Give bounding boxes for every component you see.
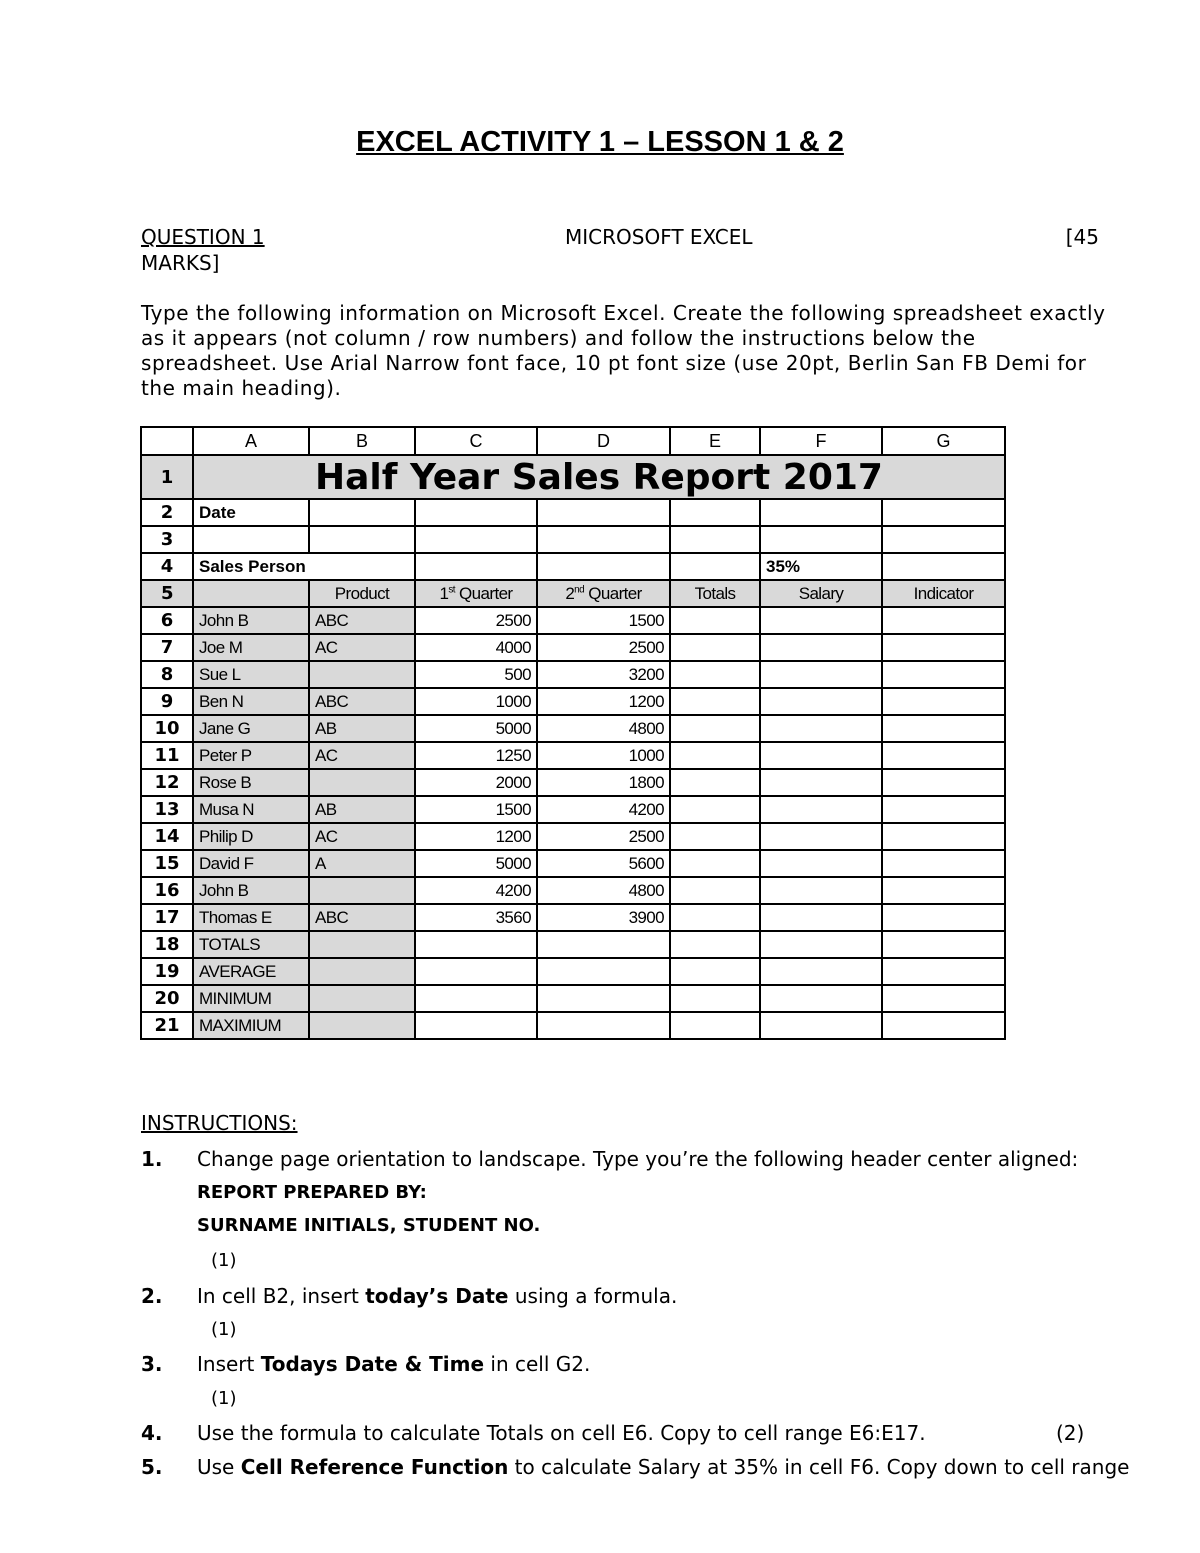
- product-cell: AC: [309, 823, 415, 850]
- instruction-number: 1.: [141, 1147, 163, 1171]
- summary-label: MINIMUM: [193, 985, 309, 1012]
- cell: [537, 526, 670, 553]
- cell: [415, 553, 537, 580]
- salary-header: Salary: [760, 580, 882, 607]
- cell: [415, 526, 537, 553]
- sales-person-name: Sue L: [193, 661, 309, 688]
- q2-value: 2500: [537, 634, 670, 661]
- cell: [537, 1012, 670, 1039]
- totals-cell: [670, 904, 760, 931]
- row-number: 12: [141, 769, 193, 796]
- product-cell: [309, 769, 415, 796]
- cell: [882, 985, 1005, 1012]
- q1-value: 1500: [415, 796, 537, 823]
- cell: [670, 985, 760, 1012]
- column-header: D: [537, 427, 670, 455]
- q2-header: 2nd Quarter: [537, 580, 670, 607]
- q2-value: 4200: [537, 796, 670, 823]
- header-line-2: SURNAME INITIALS, STUDENT NO.: [197, 1215, 541, 1236]
- summary-label: AVERAGE: [193, 958, 309, 985]
- product-header: Product: [309, 580, 415, 607]
- sales-person-name: Ben N: [193, 688, 309, 715]
- table-row: [141, 904, 1005, 931]
- product-cell: AC: [309, 742, 415, 769]
- sales-person-name: Rose B: [193, 769, 309, 796]
- row-number: 13: [141, 796, 193, 823]
- product-cell: [309, 877, 415, 904]
- q2-value: 3200: [537, 661, 670, 688]
- column-header: E: [670, 427, 760, 455]
- summary-row: [141, 958, 1005, 985]
- salary-cell: [760, 634, 882, 661]
- row-number: 1: [141, 455, 193, 499]
- cell: [537, 931, 670, 958]
- row-number: 2: [141, 499, 193, 526]
- marks-value: (1): [211, 1388, 237, 1409]
- q2-value: 1000: [537, 742, 670, 769]
- product-cell: AB: [309, 715, 415, 742]
- table-row: [141, 796, 1005, 823]
- product-cell: ABC: [309, 904, 415, 931]
- date-label-cell: Date: [193, 499, 309, 526]
- salary-cell: [760, 823, 882, 850]
- totals-cell: [670, 661, 760, 688]
- cell: [309, 499, 415, 526]
- cell: [415, 985, 537, 1012]
- cell: [309, 526, 415, 553]
- salary-cell: [760, 607, 882, 634]
- marks-value: (1): [211, 1319, 237, 1340]
- question-marks-continued: MARKS]: [141, 251, 220, 275]
- header-line-1: REPORT PREPARED BY:: [197, 1182, 427, 1203]
- row-number: 14: [141, 823, 193, 850]
- row-number: 7: [141, 634, 193, 661]
- q1-value: 500: [415, 661, 537, 688]
- salary-cell: [760, 769, 882, 796]
- product-cell: AB: [309, 796, 415, 823]
- cell: [882, 499, 1005, 526]
- q1-value: 1000: [415, 688, 537, 715]
- table-row: [141, 715, 1005, 742]
- indicator-cell: [882, 877, 1005, 904]
- salary-cell: [760, 877, 882, 904]
- summary-row: [141, 985, 1005, 1012]
- cell: [882, 553, 1005, 580]
- totals-cell: [670, 688, 760, 715]
- row-number: 19: [141, 958, 193, 985]
- totals-cell: [670, 796, 760, 823]
- salary-cell: [760, 796, 882, 823]
- q2-value: 4800: [537, 715, 670, 742]
- cell: [760, 526, 882, 553]
- salary-cell: [760, 850, 882, 877]
- table-row: [141, 850, 1005, 877]
- marks-value: (2): [1056, 1421, 1085, 1445]
- totals-cell: [670, 769, 760, 796]
- column-header-row: [141, 427, 1005, 455]
- sales-person-name: Philip D: [193, 823, 309, 850]
- table-row: [141, 607, 1005, 634]
- instruction-text: Change page orientation to landscape. Type you’re the following header center aligned:: [197, 1147, 1079, 1171]
- row-number: 16: [141, 877, 193, 904]
- sales-person-name: Thomas E: [193, 904, 309, 931]
- question-label: QUESTION 1: [141, 225, 265, 249]
- q2-value: 1800: [537, 769, 670, 796]
- document-title: EXCEL ACTIVITY 1 – LESSON 1 & 2: [356, 126, 844, 158]
- table-row: [141, 688, 1005, 715]
- instruction-number: 2.: [141, 1284, 163, 1308]
- q2-value: 1200: [537, 688, 670, 715]
- cell: [670, 553, 760, 580]
- cell: [537, 553, 670, 580]
- instruction-number: 3.: [141, 1352, 163, 1376]
- indicator-cell: [882, 688, 1005, 715]
- totals-cell: [670, 742, 760, 769]
- cell: [760, 985, 882, 1012]
- cell: [882, 958, 1005, 985]
- q1-value: 4000: [415, 634, 537, 661]
- cell: [760, 499, 882, 526]
- row-number: 3: [141, 526, 193, 553]
- salary-cell: [760, 742, 882, 769]
- cell: [309, 958, 415, 985]
- indicator-header: Indicator: [882, 580, 1005, 607]
- question-marks: [45: [1065, 225, 1099, 249]
- sales-person-name: John B: [193, 877, 309, 904]
- salary-cell: [760, 688, 882, 715]
- instruction-number: 4.: [141, 1421, 163, 1445]
- instruction-text: Use Cell Reference Function to calculate Salary at 35% in cell F6. Copy down to cell range: [197, 1455, 1130, 1479]
- cell: [309, 931, 415, 958]
- instructions-title: INSTRUCTIONS:: [141, 1111, 298, 1135]
- sheet-row: [141, 499, 1005, 526]
- cell: [670, 1012, 760, 1039]
- table-row: [141, 823, 1005, 850]
- row-number: 15: [141, 850, 193, 877]
- q2-value: 1500: [537, 607, 670, 634]
- intro-paragraph: Type the following information on Microsoft Excel. Create the following spreadsheet exactly as it appears (not column / row numbers) and follow the instructions below the spreadsheet. Use Arial Narrow font face, 10 pt font size (use 20pt, Berlin San FB Demi for the main heading).: [141, 301, 1106, 400]
- cell: [193, 526, 309, 553]
- cell: [309, 985, 415, 1012]
- sales-person-label-cell: Sales Person: [193, 553, 415, 580]
- instruction-text: Use the formula to calculate Totals on cell E6. Copy to cell range E6:E17.: [197, 1421, 926, 1445]
- sales-person-name: Musa N: [193, 796, 309, 823]
- sales-person-name: John B: [193, 607, 309, 634]
- salary-cell: [760, 904, 882, 931]
- indicator-cell: [882, 661, 1005, 688]
- row-number: 21: [141, 1012, 193, 1039]
- instruction-text: Insert Todays Date & Time in cell G2.: [197, 1352, 591, 1376]
- cell: [537, 985, 670, 1012]
- table-row: [141, 877, 1005, 904]
- instruction-text: In cell B2, insert today’s Date using a formula.: [197, 1284, 678, 1308]
- cell: [882, 931, 1005, 958]
- cell: [670, 958, 760, 985]
- cell: [537, 958, 670, 985]
- q2-value: 2500: [537, 823, 670, 850]
- q1-value: 5000: [415, 850, 537, 877]
- question-subject: MICROSOFT EXCEL: [565, 225, 753, 249]
- row-number: 5: [141, 580, 193, 607]
- cell: [882, 526, 1005, 553]
- instruction-number: 5.: [141, 1455, 163, 1479]
- sales-person-name: David F: [193, 850, 309, 877]
- q2-value: 3900: [537, 904, 670, 931]
- table-row: [141, 634, 1005, 661]
- row-number: 9: [141, 688, 193, 715]
- cell: [415, 958, 537, 985]
- totals-header: Totals: [670, 580, 760, 607]
- row-number: 4: [141, 553, 193, 580]
- sales-person-name: Joe M: [193, 634, 309, 661]
- q1-value: 5000: [415, 715, 537, 742]
- cell: [537, 499, 670, 526]
- row-number: 8: [141, 661, 193, 688]
- q1-value: 1250: [415, 742, 537, 769]
- q1-value: 1200: [415, 823, 537, 850]
- cell: [415, 1012, 537, 1039]
- indicator-cell: [882, 715, 1005, 742]
- rate-cell: 35%: [760, 553, 882, 580]
- product-cell: A: [309, 850, 415, 877]
- report-heading: Half Year Sales Report 2017: [193, 455, 1005, 499]
- cell: [760, 958, 882, 985]
- product-cell: ABC: [309, 688, 415, 715]
- product-cell: [309, 661, 415, 688]
- column-header: C: [415, 427, 537, 455]
- sales-person-name: Jane G: [193, 715, 309, 742]
- sales-person-name: Peter P: [193, 742, 309, 769]
- salary-cell: [760, 715, 882, 742]
- summary-label: MAXIMIUM: [193, 1012, 309, 1039]
- column-header: F: [760, 427, 882, 455]
- summary-label: TOTALS: [193, 931, 309, 958]
- q1-header: 1st Quarter: [415, 580, 537, 607]
- indicator-cell: [882, 607, 1005, 634]
- cell: [760, 1012, 882, 1039]
- cell: [760, 931, 882, 958]
- indicator-cell: [882, 904, 1005, 931]
- totals-cell: [670, 823, 760, 850]
- summary-row: [141, 1012, 1005, 1039]
- indicator-cell: [882, 769, 1005, 796]
- column-header: B: [309, 427, 415, 455]
- row-number: 18: [141, 931, 193, 958]
- product-cell: ABC: [309, 607, 415, 634]
- q1-value: 3560: [415, 904, 537, 931]
- salary-cell: [760, 661, 882, 688]
- marks-value: (1): [211, 1250, 237, 1271]
- q2-value: 5600: [537, 850, 670, 877]
- q1-value: 4200: [415, 877, 537, 904]
- q1-value: 2000: [415, 769, 537, 796]
- indicator-cell: [882, 634, 1005, 661]
- product-cell: AC: [309, 634, 415, 661]
- q1-value: 2500: [415, 607, 537, 634]
- row-number: 11: [141, 742, 193, 769]
- cell: [193, 580, 309, 607]
- row-number: 10: [141, 715, 193, 742]
- spreadsheet-table: [140, 426, 1006, 1040]
- indicator-cell: [882, 850, 1005, 877]
- column-header: G: [882, 427, 1005, 455]
- column-header: A: [193, 427, 309, 455]
- cell: [309, 1012, 415, 1039]
- indicator-cell: [882, 796, 1005, 823]
- cell: [415, 931, 537, 958]
- sheet-header-row: [141, 580, 1005, 607]
- table-row: [141, 769, 1005, 796]
- table-row: [141, 742, 1005, 769]
- cell: [415, 499, 537, 526]
- cell: [670, 526, 760, 553]
- cell: [670, 931, 760, 958]
- cell: [670, 499, 760, 526]
- sheet-row: [141, 455, 1005, 499]
- row-number: 6: [141, 607, 193, 634]
- indicator-cell: [882, 742, 1005, 769]
- table-row: [141, 661, 1005, 688]
- totals-cell: [670, 877, 760, 904]
- indicator-cell: [882, 823, 1005, 850]
- row-number: 20: [141, 985, 193, 1012]
- summary-row: [141, 931, 1005, 958]
- corner-cell: [141, 427, 193, 455]
- totals-cell: [670, 634, 760, 661]
- totals-cell: [670, 715, 760, 742]
- totals-cell: [670, 607, 760, 634]
- sheet-row: [141, 526, 1005, 553]
- cell: [882, 1012, 1005, 1039]
- question-line: [141, 225, 1099, 251]
- q2-value: 4800: [537, 877, 670, 904]
- totals-cell: [670, 850, 760, 877]
- sheet-row: [141, 553, 1005, 580]
- row-number: 17: [141, 904, 193, 931]
